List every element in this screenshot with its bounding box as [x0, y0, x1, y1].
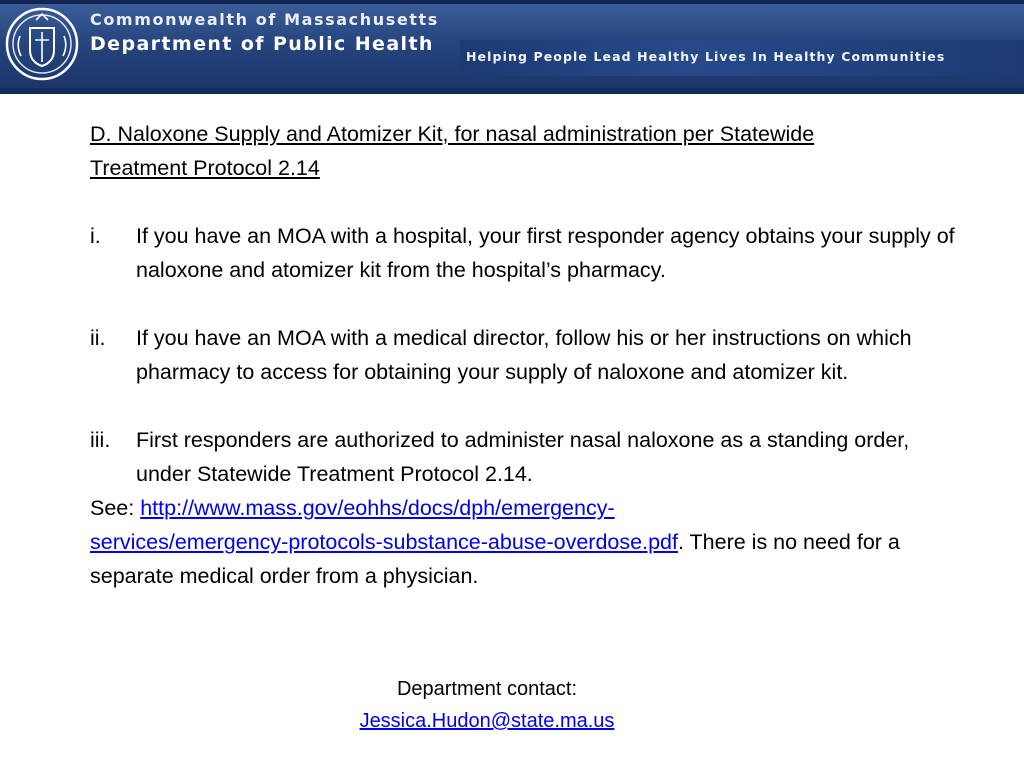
list-item: [90, 219, 970, 287]
item-number: i.: [90, 224, 101, 248]
item-text: If you have an MOA with a hospital, your first responder agency obtains your supply of naloxone and atomizer kit from the hospital’s pharmacy.: [136, 224, 955, 282]
organization-line1: Commonwealth of Massachusetts: [90, 10, 439, 29]
header-banner: [0, 0, 1024, 94]
protocol-link-part1[interactable]: http://www.mass.gov/eohhs/docs/dph/emergency-: [140, 496, 615, 520]
protocol-link[interactable]: [90, 496, 678, 554]
tagline: Helping People Lead Healthy Lives In Healthy Communities: [466, 49, 946, 64]
organization-line2: Department of Public Health: [90, 33, 434, 55]
item-number: iii.: [90, 428, 111, 452]
item-text: First responders are authorized to administer nasal naloxone as a standing order, under Statewide Treatment Protocol 2.14.: [136, 428, 910, 486]
department-contact: [0, 673, 974, 737]
slide-body: [90, 117, 970, 593]
see-paragraph: [90, 491, 970, 593]
protocol-link-part2[interactable]: services/emergency-protocols-substance-abuse-overdose.pdf: [90, 530, 678, 554]
see-prefix: See:: [90, 496, 141, 520]
section-heading: D. Naloxone Supply and Atomizer Kit, for nasal administration per Statewide Treatment Protocol 2.14: [90, 122, 815, 180]
contact-label: Department contact:: [396, 678, 578, 700]
see-suffix: . There is no need for a separate medical order from a physician.: [90, 530, 900, 588]
list-item: [90, 321, 970, 389]
item-number: ii.: [90, 326, 106, 350]
list-item: [90, 423, 970, 491]
banner-bottom-line: [0, 88, 1024, 94]
state-seal-icon: [4, 6, 80, 82]
item-text: If you have an MOA with a medical director, follow his or her instructions on which pharmacy to access for obtaining your supply of naloxone and atomizer kit.: [136, 326, 912, 384]
banner-top-line: [0, 0, 1024, 4]
contact-email-link[interactable]: Jessica.Hudon@state.ma.us: [359, 710, 615, 732]
